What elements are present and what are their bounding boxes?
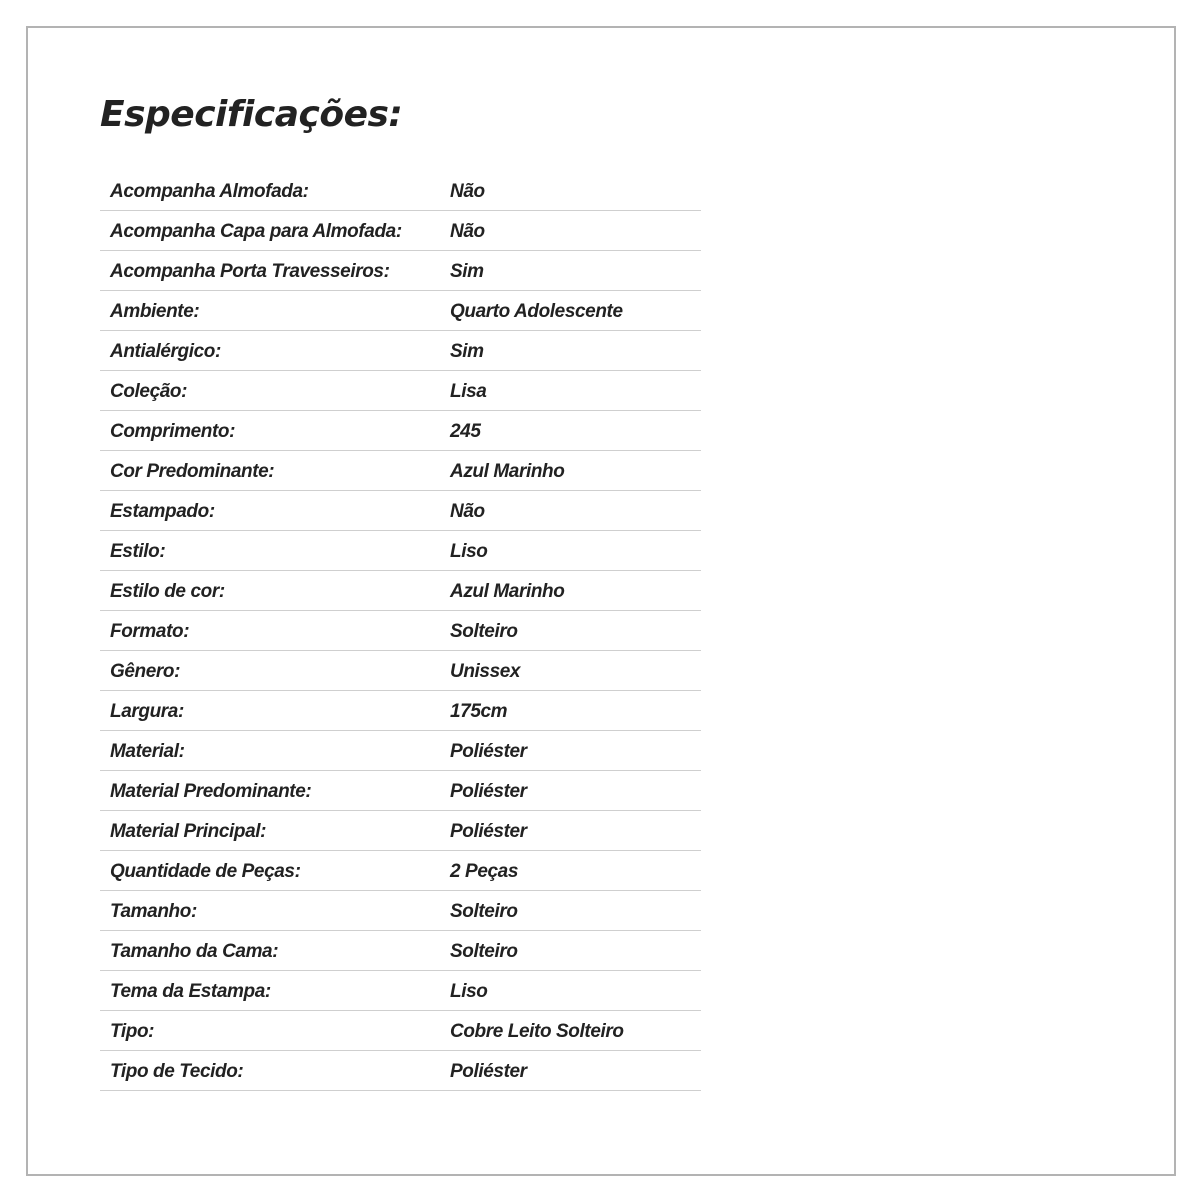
spec-value: Poliéster xyxy=(450,1061,527,1082)
spec-label: Material Principal: xyxy=(110,821,267,842)
spec-value: Azul Marinho xyxy=(450,461,565,482)
page-title: Especificações: xyxy=(100,94,403,135)
spec-row xyxy=(100,491,701,531)
spec-row xyxy=(100,651,701,691)
spec-value: Não xyxy=(450,221,485,242)
spec-row xyxy=(100,891,701,931)
spec-value: Poliéster xyxy=(450,821,527,842)
spec-label: Estilo de cor: xyxy=(110,581,225,602)
spec-row xyxy=(100,1011,701,1051)
spec-value: Unissex xyxy=(450,661,521,682)
spec-row xyxy=(100,171,701,211)
spec-value: Sim xyxy=(450,341,484,362)
spec-label: Acompanha Porta Travesseiros: xyxy=(110,261,390,282)
spec-value: Liso xyxy=(450,981,488,1002)
spec-row xyxy=(100,531,701,571)
spec-row xyxy=(100,451,701,491)
spec-row xyxy=(100,731,701,771)
spec-label: Coleção: xyxy=(110,381,188,402)
spec-row xyxy=(100,291,701,331)
spec-table xyxy=(100,171,701,1091)
spec-value: Quarto Adolescente xyxy=(450,301,623,322)
spec-label: Tamanho da Cama: xyxy=(110,941,279,962)
spec-value: Lisa xyxy=(450,381,487,402)
spec-row xyxy=(100,611,701,651)
spec-value: Solteiro xyxy=(450,621,518,642)
spec-label: Largura: xyxy=(110,701,184,722)
spec-value: Azul Marinho xyxy=(450,581,565,602)
spec-row xyxy=(100,1051,701,1091)
spec-value: Sim xyxy=(450,261,484,282)
spec-row xyxy=(100,771,701,811)
spec-value: 175cm xyxy=(450,701,508,722)
spec-row xyxy=(100,411,701,451)
spec-row xyxy=(100,931,701,971)
spec-label: Material: xyxy=(110,741,185,762)
spec-row xyxy=(100,851,701,891)
spec-value: Não xyxy=(450,181,485,202)
spec-label: Tamanho: xyxy=(110,901,197,922)
spec-label: Cor Predominante: xyxy=(110,461,275,482)
spec-label: Gênero: xyxy=(110,661,181,682)
spec-row xyxy=(100,691,701,731)
spec-label: Acompanha Almofada: xyxy=(110,181,309,202)
spec-value: Cobre Leito Solteiro xyxy=(450,1021,624,1042)
spec-label: Tema da Estampa: xyxy=(110,981,271,1002)
spec-label: Comprimento: xyxy=(110,421,236,442)
spec-label: Formato: xyxy=(110,621,190,642)
spec-row xyxy=(100,211,701,251)
spec-value: Solteiro xyxy=(450,941,518,962)
spec-value: 2 Peças xyxy=(450,861,518,882)
spec-row xyxy=(100,371,701,411)
spec-label: Estilo: xyxy=(110,541,166,562)
spec-row xyxy=(100,571,701,611)
spec-value: Solteiro xyxy=(450,901,518,922)
spec-label: Ambiente: xyxy=(110,301,200,322)
spec-label: Estampado: xyxy=(110,501,215,522)
spec-label: Material Predominante: xyxy=(110,781,312,802)
spec-value: 245 xyxy=(450,421,481,442)
spec-value: Poliéster xyxy=(450,781,527,802)
spec-row xyxy=(100,251,701,291)
spec-value: Poliéster xyxy=(450,741,527,762)
spec-value: Não xyxy=(450,501,485,522)
spec-label: Tipo: xyxy=(110,1021,155,1042)
spec-label: Tipo de Tecido: xyxy=(110,1061,244,1082)
spec-row xyxy=(100,811,701,851)
spec-row xyxy=(100,971,701,1011)
spec-value: Liso xyxy=(450,541,488,562)
spec-label: Acompanha Capa para Almofada: xyxy=(110,221,402,242)
spec-label: Antialérgico: xyxy=(110,341,221,362)
spec-row xyxy=(100,331,701,371)
spec-label: Quantidade de Peças: xyxy=(110,861,301,882)
